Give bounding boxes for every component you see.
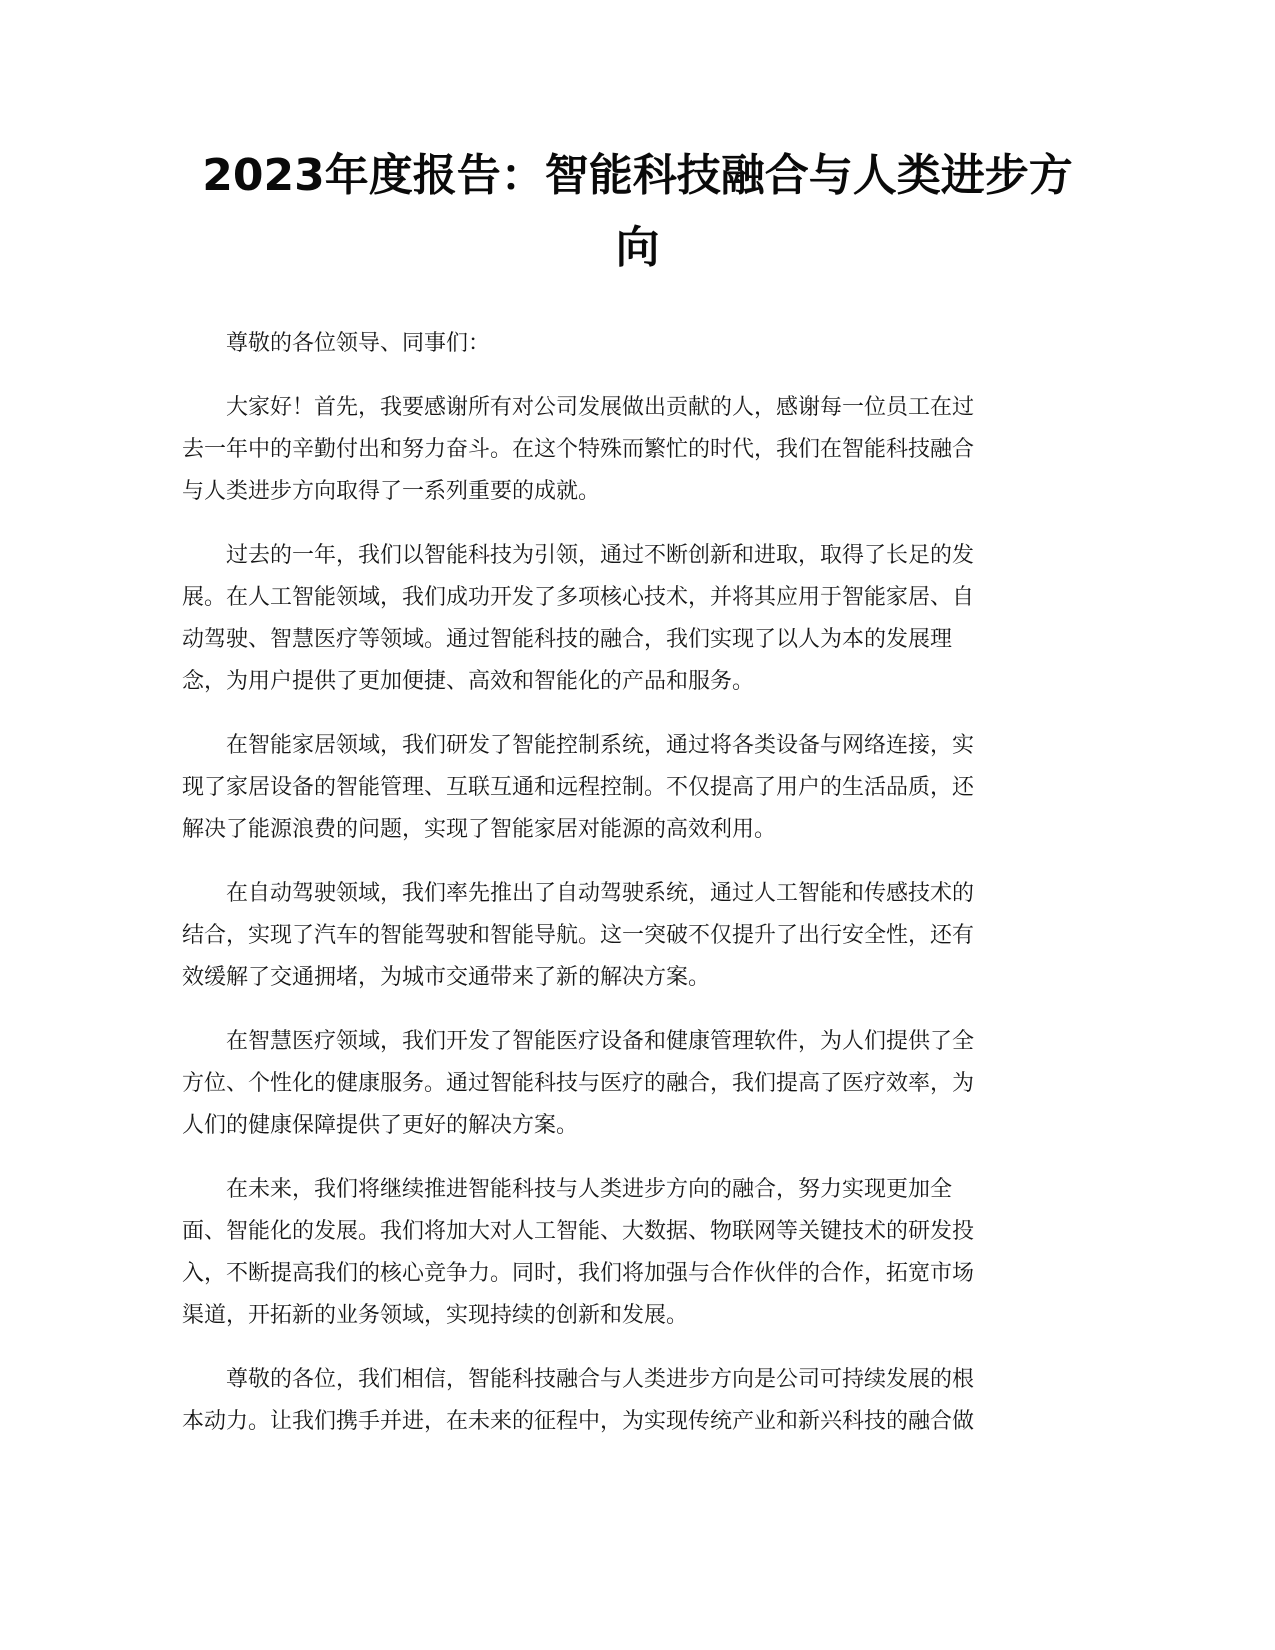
text-line: 人们的健康保障提供了更好的解决方案。 bbox=[182, 1113, 579, 1138]
text-line: 本动力。让我们携手并进，在未来的征程中，为实现传统产业和新兴科技的融合做 bbox=[182, 1409, 975, 1434]
paragraph-thanks bbox=[182, 387, 1090, 513]
paragraph-autonomous-driving bbox=[182, 873, 1090, 999]
text-line: 尊敬的各位领导、同事们： bbox=[226, 331, 491, 356]
text-line: 大家好！首先，我要感谢所有对公司发展做出贡献的人，感谢每一位员工在过 bbox=[226, 395, 975, 420]
text-line: 在智能家居领域，我们研发了智能控制系统，通过将各类设备与网络连接，实 bbox=[226, 733, 975, 758]
text-line: 在未来，我们将继续推进智能科技与人类进步方向的融合，努力实现更加全 bbox=[226, 1177, 953, 1202]
text-line: 面、智能化的发展。我们将加大对人工智能、大数据、物联网等关键技术的研发投 bbox=[182, 1219, 975, 1244]
text-line: 在智慧医疗领域，我们开发了智能医疗设备和健康管理软件，为人们提供了全 bbox=[226, 1029, 975, 1054]
text-line: 去一年中的辛勤付出和努力奋斗。在这个特殊而繁忙的时代，我们在智能科技融合 bbox=[182, 437, 975, 462]
text-line: 效缓解了交通拥堵，为城市交通带来了新的解决方案。 bbox=[182, 965, 711, 990]
text-line: 念，为用户提供了更加便捷、高效和智能化的产品和服务。 bbox=[182, 669, 755, 694]
text-line: 渠道，开拓新的业务领域，实现持续的创新和发展。 bbox=[182, 1303, 689, 1328]
paragraph-smart-healthcare bbox=[182, 1021, 1090, 1147]
paragraph-smart-home bbox=[182, 725, 1090, 851]
text-line: 结合，实现了汽车的智能驾驶和智能导航。这一突破不仅提升了出行安全性，还有 bbox=[182, 923, 975, 948]
title-line: 2023年度报告：智能科技融合与人类进步方 bbox=[202, 150, 1073, 201]
text-line: 方位、个性化的健康服务。通过智能科技与医疗的融合，我们提高了医疗效率，为 bbox=[182, 1071, 975, 1096]
paragraph-past-year bbox=[182, 535, 1090, 703]
text-line: 入，不断提高我们的核心竞争力。同时，我们将加强与合作伙伴的合作，拓宽市场 bbox=[182, 1261, 975, 1286]
document-body bbox=[182, 323, 1090, 1465]
text-line: 过去的一年，我们以智能科技为引领，通过不断创新和进取，取得了长足的发 bbox=[226, 543, 975, 568]
paragraph-greeting bbox=[182, 323, 1090, 365]
text-line: 在自动驾驶领域，我们率先推出了自动驾驶系统，通过人工智能和传感技术的 bbox=[226, 881, 975, 906]
paragraph-future bbox=[182, 1169, 1090, 1337]
text-line: 尊敬的各位，我们相信，智能科技融合与人类进步方向是公司可持续发展的根 bbox=[226, 1367, 975, 1392]
text-line: 展。在人工智能领域，我们成功开发了多项核心技术，并将其应用于智能家居、自 bbox=[182, 585, 975, 610]
text-line: 与人类进步方向取得了一系列重要的成就。 bbox=[182, 479, 601, 504]
text-line: 解决了能源浪费的问题，实现了智能家居对能源的高效利用。 bbox=[182, 817, 777, 842]
text-line: 动驾驶、智慧医疗等领域。通过智能科技的融合，我们实现了以人为本的发展理 bbox=[182, 627, 953, 652]
text-line: 现了家居设备的智能管理、互联互通和远程控制。不仅提高了用户的生活品质，还 bbox=[182, 775, 975, 800]
title-line: 向 bbox=[615, 222, 660, 273]
paragraph-closing bbox=[182, 1359, 1090, 1443]
document-title bbox=[180, 140, 1095, 284]
